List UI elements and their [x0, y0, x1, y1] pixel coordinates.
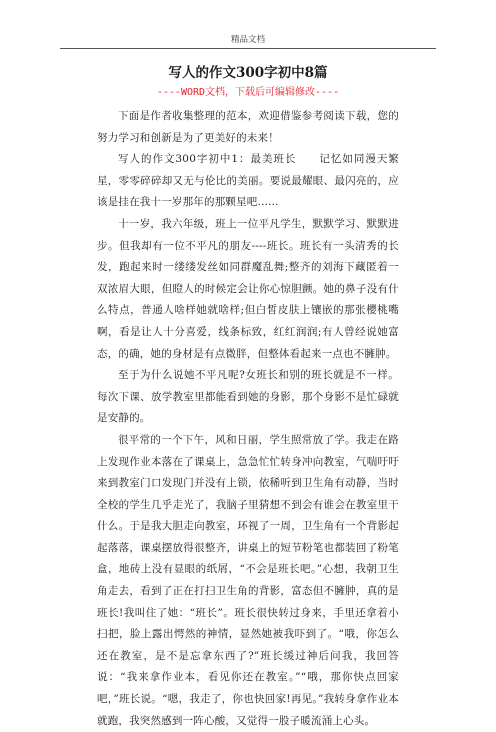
- page-header-label: 精品文档: [230, 35, 265, 45]
- paragraph: 下面是作者收集整理的范本，欢迎借鉴参考阅读下载，您的努力学习和创新是为了更美好的未来！: [97, 110, 399, 144]
- document-title: 写人的作文300字初中8篇: [168, 65, 328, 81]
- document-body: [97, 62, 399, 732]
- paragraph: 很平常的一个下午，风和日丽，学生照常放了学。我走在路上发现作业本落在了课桌上，急急忙忙转身冲向教室，气喘吁吁来到教室门口发现门并没有上锁，依稀听到卫生角有动静，当时全校的学生几乎走光了，我脑子里猜想不到会有谁会在教室里干什么。于是我大胆走向教室，环视了一周，卫生角有一个背影起起落落，课桌摆放得很整齐，讲桌上的短节粉笔也都装回了粉笔盒，地砖上没有显眼的纸屑，“不会是班长吧。”心想，我朝卫生角走去，看到了正在打扫卫生角的背影，富态但不臃肿，真的是班长!我叫住了她：“班长”。班长很快转过身来，手里还拿着小扫把，脸上露出愕然的神情，显然她被我吓到了。“哦，你怎么还在教室，是不是忘拿东西了?”班长缓过神后问我，我回答说：“我来拿作业本，看见你还在教室。”“哦，那你快点回家吧，”班长说。“嗯，我走了，你也快回家!再见。”我转身拿作业本就跑，我突然感到一阵心酸，又觉得一股子暖流涌上心头。: [97, 433, 399, 727]
- paragraph: 至于为什么说她不平凡呢?女班长和别的班长就是不一样。每次下课、放学教室里都能看到她的身影，那个身影不是忙碌就是安静的。: [97, 369, 399, 425]
- header-divider: [60, 48, 436, 49]
- paragraph: 写人的作文300字初中1：最美班长 记忆如同漫天繁星，零零碎碎却又无与伦比的美丽。要说最耀眼、最闪亮的，应该是挂在我十一岁那年的那颗星吧......: [97, 153, 399, 209]
- paragraph: 十一岁，我六年级，班上一位平凡学生，默默学习、默默进步。但我却有一位不平凡的朋友----班长。班长有一头清秀的长发，跑起来时一缕缕发丝如同群魔乱舞;整齐的刘海下藏匿着一双浓眉大眼，但瞪人的时候定会让你心惊胆颤。她的鼻子没有什么特点，普通人啥样她就啥样;但白皙皮肤上镶嵌的那张樱桃嘴啊，看是让人十分喜爱，线条标致，红红润润;有人曾经说她富态，的确，她的身材是有点微胖，但整体看起来一点也不臃肿。: [97, 217, 399, 360]
- document-subtitle: ----WORD文档，下载后可编辑修改----: [156, 87, 340, 98]
